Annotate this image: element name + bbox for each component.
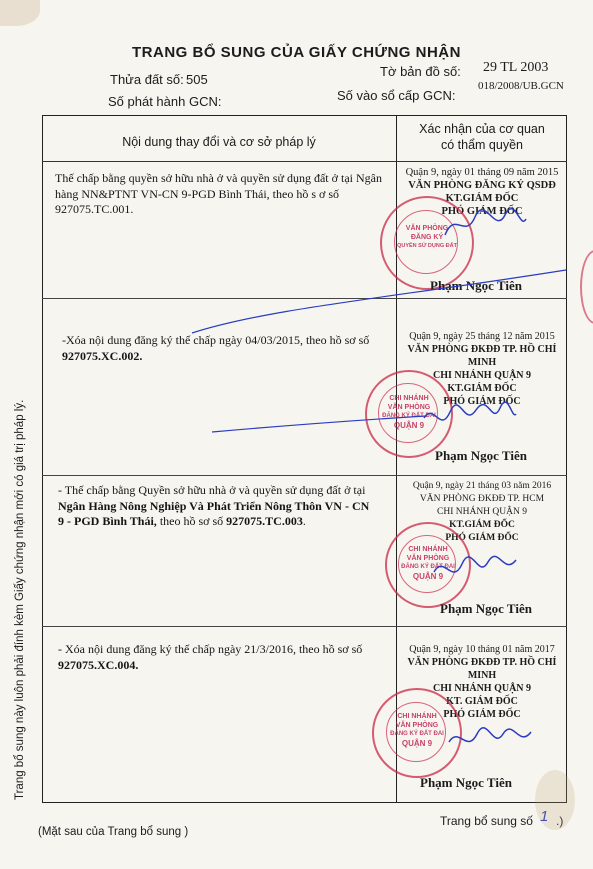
to-ban-do-value: 29 TL 2003 [483, 60, 549, 75]
entry-1-office: VĂN PHÒNG ĐĂNG KÝ QSDĐ [408, 180, 556, 191]
entry-4-branch: CHI NHÁNH QUẬN 9 [432, 683, 532, 694]
so-phat-hanh-label: Số phát hành GCN: [108, 94, 222, 109]
entry-4-line1: - Xóa nội dung đăng ký thế chấp ngày 21/3/2016, theo hồ sơ số [58, 642, 363, 656]
column-header-confirm-1: Xác nhận của cơ quan [419, 122, 545, 136]
entry-1-content [55, 171, 395, 218]
stamp-3-line1: CHI NHÁNH [408, 546, 448, 553]
entry-2-date: Quận 9, ngày 25 tháng 12 năm 2015 [409, 331, 555, 342]
entry-3-file-label: theo hồ sơ số [156, 514, 227, 528]
thua-dat-value: 505 [186, 72, 208, 87]
ink-stroke-1 [190, 268, 570, 338]
side-note: Trang bổ sung này luôn phải đính kèm Giấy chứng nhận mới có giá trị pháp lý. [14, 399, 26, 800]
page-title: TRANG BỔ SUNG CỦA GIẤY CHỨNG NHẬN [132, 44, 461, 61]
column-header-content: Nội dung thay đổi và cơ sở pháp lý [122, 135, 316, 149]
stamp-3-line3: ĐĂNG KÝ ĐẤT ĐAI [401, 564, 455, 570]
entry-3-date: Quận 9, ngày 21 tháng 03 năm 2016 [412, 481, 552, 491]
entry-3-file-number: 927075.TC.003 [226, 514, 303, 528]
entry-4-role1: KT. GIÁM ĐỐC [446, 696, 518, 707]
stamp-4-line4: QUẬN 9 [401, 739, 433, 748]
supplement-page-number: 1 [540, 808, 549, 825]
entry-2-branch: CHI NHÁNH QUẬN 9 [432, 370, 532, 381]
row-divider-2 [42, 475, 567, 476]
entry-2-role1: KT.GIÁM ĐỐC [447, 383, 517, 394]
stamp-4-line2: VĂN PHÒNG [395, 722, 439, 729]
signature-4 [445, 720, 535, 760]
entry-1-signer: Phạm Ngọc Tiên [430, 278, 522, 293]
signature-1 [440, 205, 530, 245]
stamp-1-line1: VĂN PHÒNG [405, 225, 449, 232]
stamp-4-line1: CHI NHÁNH [397, 713, 437, 720]
table-header-divider [42, 161, 567, 162]
bottom-stain [535, 770, 575, 830]
entry-4-office: VĂN PHÒNG ĐKĐĐ TP. HỒ CHÍ MINH [407, 657, 557, 681]
row-divider-3 [42, 626, 567, 627]
entry-3-line1: - Thế chấp bằng Quyền sở hữu nhà ở và quyền sử dụng đất ở tại [58, 483, 366, 497]
stamp-2-line1: CHI NHÁNH [389, 395, 429, 402]
entry-3-line2: Ngân Hàng Nông Nghiệp Và Phát Triển Nông Thôn VN - CN [58, 498, 370, 513]
stamp-3-line4: QUẬN 9 [412, 572, 444, 581]
so-vao-so-label: Số vào sổ cấp GCN: [337, 88, 456, 103]
corner-stain [0, 0, 40, 26]
entry-2-line2: 927075.XC.002. [62, 348, 143, 363]
stamp-2-line3: ĐĂNG KÝ ĐẤT ĐAI [382, 413, 436, 419]
entry-3-content [58, 483, 394, 530]
stamp-1-line3: QUYỀN SỬ DỤNG ĐẤT [397, 243, 457, 249]
signature-3 [430, 550, 520, 590]
ink-stroke-2 [210, 408, 430, 438]
entry-3-office: VĂN PHÒNG ĐKĐĐ TP. HCM [419, 494, 545, 504]
stamp-2-line2: VĂN PHÒNG [387, 404, 431, 411]
entry-1-line2: hàng NN&PTNT VN-CN 9-PGD Bình Thái, theo hồ s ơ số [55, 186, 340, 201]
entry-4-line2: 927075.XC.004. [58, 657, 139, 672]
entry-3-period: . [302, 514, 306, 528]
entry-2-signer: Phạm Ngọc Tiên [435, 448, 527, 463]
thua-dat-label: Thửa đất số: [110, 72, 184, 87]
entry-2-content [62, 333, 392, 364]
entry-2-line1: -Xóa nội dung đăng ký thế chấp ngày 04/03/2015, theo hồ sơ số [62, 333, 370, 347]
entry-3-role1: KT.GIÁM ĐỐC [449, 520, 515, 530]
back-side-note: (Mặt sau của Trang bổ sung ) [38, 826, 189, 838]
supplement-page-label: Trang bổ sung số [440, 814, 533, 828]
supplement-page-close: .) [556, 814, 564, 828]
entry-1-date: Quận 9, ngày 01 tháng 09 năm 2015 [405, 167, 559, 178]
stamp-2-line4: QUẬN 9 [393, 421, 425, 430]
entry-4-date: Quận 9, ngày 10 tháng 01 năm 2017 [409, 644, 555, 655]
stamp-4-line3: ĐĂNG KÝ ĐẤT ĐAI [390, 731, 444, 737]
entry-4-role2: PHÓ GIÁM ĐỐC [443, 709, 521, 720]
entry-1-role2: PHÓ GIÁM ĐỐC [441, 206, 523, 217]
entry-2-role2: PHÓ GIÁM ĐỐC [443, 396, 521, 407]
entry-1-line1: Thế chấp bằng quyền sở hữu nhà ở và quyền sử dụng đất ở tại Ngân [55, 171, 382, 185]
to-ban-do-label: Tờ bản đồ số: [380, 64, 461, 79]
column-header-confirm-2: có thẩm quyền [441, 138, 523, 152]
entry-3-line3 [58, 514, 394, 530]
entry-3-branch-name: 9 - PGD Bình Thái, [58, 514, 157, 528]
entry-1-role1: KT.GIÁM ĐỐC [445, 193, 519, 204]
so-vao-so-value: 018/2008/UB.GCN [478, 80, 564, 92]
edge-stamp-fragment [580, 250, 593, 324]
signature-2 [420, 398, 520, 438]
stamp-1-line2: ĐĂNG KÝ [410, 234, 444, 241]
entry-2-office: VĂN PHÒNG ĐKĐĐ TP. HỒ CHÍ MINH [407, 344, 557, 368]
entry-4-signer: Phạm Ngọc Tiên [420, 775, 512, 790]
entry-3-branch: CHI NHÁNH QUẬN 9 [437, 507, 527, 517]
entry-4-content [58, 642, 394, 673]
entry-3-role2: PHÓ GIÁM ĐỐC [445, 533, 519, 543]
entry-3-signer: Phạm Ngọc Tiên [440, 601, 532, 616]
stamp-3-line2: VĂN PHÒNG [406, 555, 450, 562]
entry-1-line3: 927075.TC.001. [55, 202, 134, 216]
